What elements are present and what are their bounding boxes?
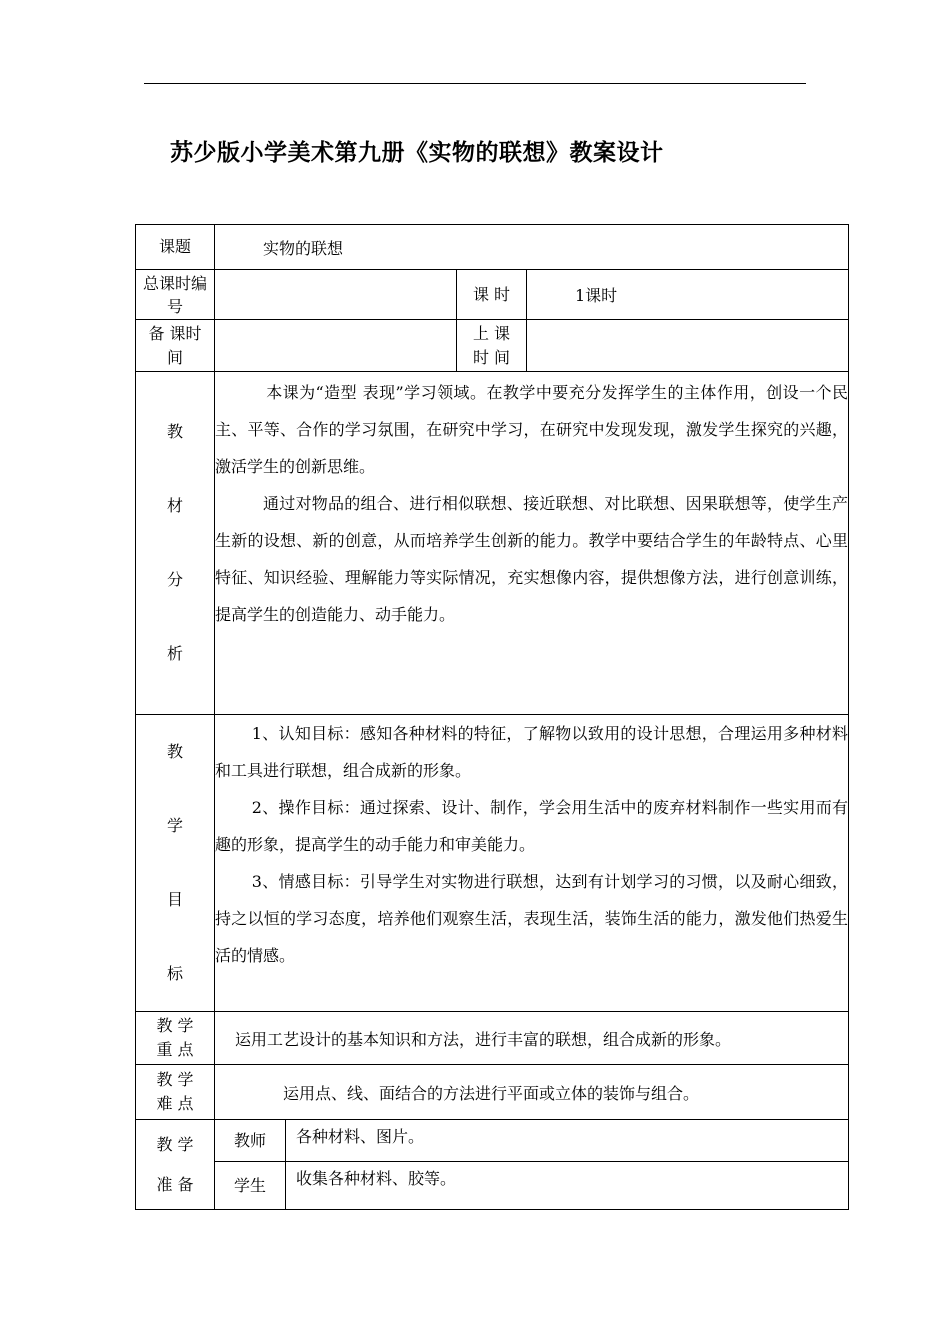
row-total-hours [136,270,849,320]
teaching-goals-label [136,715,215,1012]
material-paragraph: 通过对物品的组合、进行相似联想、接近联想、对比联想、因果联想等，使学生产生新的设想、新的创意，从而培养学生创新的能力。教学中要结合学生的年龄特点、心里特征、知识经验、理解能力等实际情况，充实想像内容，提供想像方法，进行创意训练，提高学生的创造能力、动手能力。 [215,494,849,624]
goals-label-char: 学 [166,816,183,835]
goal-paragraph: 3、情感目标：引导学生对实物进行联想，达到有计划学习的习惯，以及耐心细致，持之以恒的学习态度，培养他们观察生活，表现生活，装饰生活的能力，激发他们热爱生活的情感。 [215,872,849,965]
prep-label [136,1120,215,1210]
material-label-char: 析 [166,644,183,663]
student-value: 收集各种材料、胶等。 [286,1162,849,1210]
header-rule [144,83,806,84]
prep-time-value [215,320,457,372]
topic-value: 实物的联想 [215,225,849,270]
material-label-char: 教 [166,422,183,441]
total-no-value [215,270,457,320]
difficulty-label-line: 难 点 [156,1094,194,1113]
material-label-char: 分 [166,570,183,589]
row-times [136,320,849,372]
total-no-label-text: 总课时编 号 [142,273,207,316]
goal-paragraph: 1、认知目标：感知各种材料的特征，了解物以致用的设计思想，合理运用多种材料和工具进行联想，组合成新的形象。 [215,724,849,780]
difficulties-value: 运用点、线、面结合的方法进行平面或立体的装饰与组合。 [215,1065,849,1120]
teaching-goals-content [215,715,849,1012]
prep-label-line: 准 备 [156,1174,194,1194]
key-label-line: 重 点 [156,1040,194,1059]
goals-label-char: 标 [166,964,183,983]
prep-time-label-text: 备 课时 间 [148,323,202,367]
topic-label: 课题 [136,225,215,270]
key-label-line: 教 学 [156,1016,194,1035]
goals-label-char: 目 [166,890,183,909]
key-points-label [136,1012,215,1065]
prep-label-line: 教 学 [156,1134,194,1154]
row-prep-teacher [136,1120,849,1162]
row-topic [136,225,849,270]
row-key-points [136,1012,849,1065]
material-analysis-content [215,372,849,715]
material-label-char: 材 [166,496,183,515]
goals-label-char: 教 [166,742,183,761]
row-prep-student [136,1162,849,1210]
class-hours-value: 1课时 [527,270,849,320]
row-teaching-goals [136,715,849,1012]
material-analysis-label [136,372,215,715]
row-difficulties [136,1065,849,1120]
difficulties-label [136,1065,215,1120]
document-title: 苏少版小学美术第九册《实物的联想》教案设计 [170,140,664,166]
material-paragraph: 本课为“造型 表现”学习领域。在教学中要充分发挥学生的主体作用，创设一个民主、平等、合作的学习氛围，在研究中学习，在研究中发现发现，激发学生探究的兴趣，激活学生的创新思维。 [215,383,849,476]
total-no-label [136,270,215,320]
lesson-time-value [527,320,849,372]
student-label: 学生 [215,1162,286,1210]
lesson-time-label [457,320,527,372]
teacher-label: 教师 [215,1120,286,1162]
lesson-plan-table [135,224,849,1210]
teacher-value: 各种材料、图片。 [286,1120,849,1162]
goal-paragraph: 2、操作目标：通过探索、设计、制作，学会用生活中的废弃材料制作一些实用而有趣的形象，提高学生的动手能力和审美能力。 [215,798,849,854]
row-material-analysis [136,372,849,715]
key-points-value: 运用工艺设计的基本知识和方法，进行丰富的联想，组合成新的形象。 [215,1012,849,1065]
lesson-time-label-text: 上 课时 间 [472,323,511,367]
prep-time-label [136,320,215,372]
class-hours-label: 课 时 [457,270,527,320]
difficulty-label-line: 教 学 [156,1070,194,1089]
